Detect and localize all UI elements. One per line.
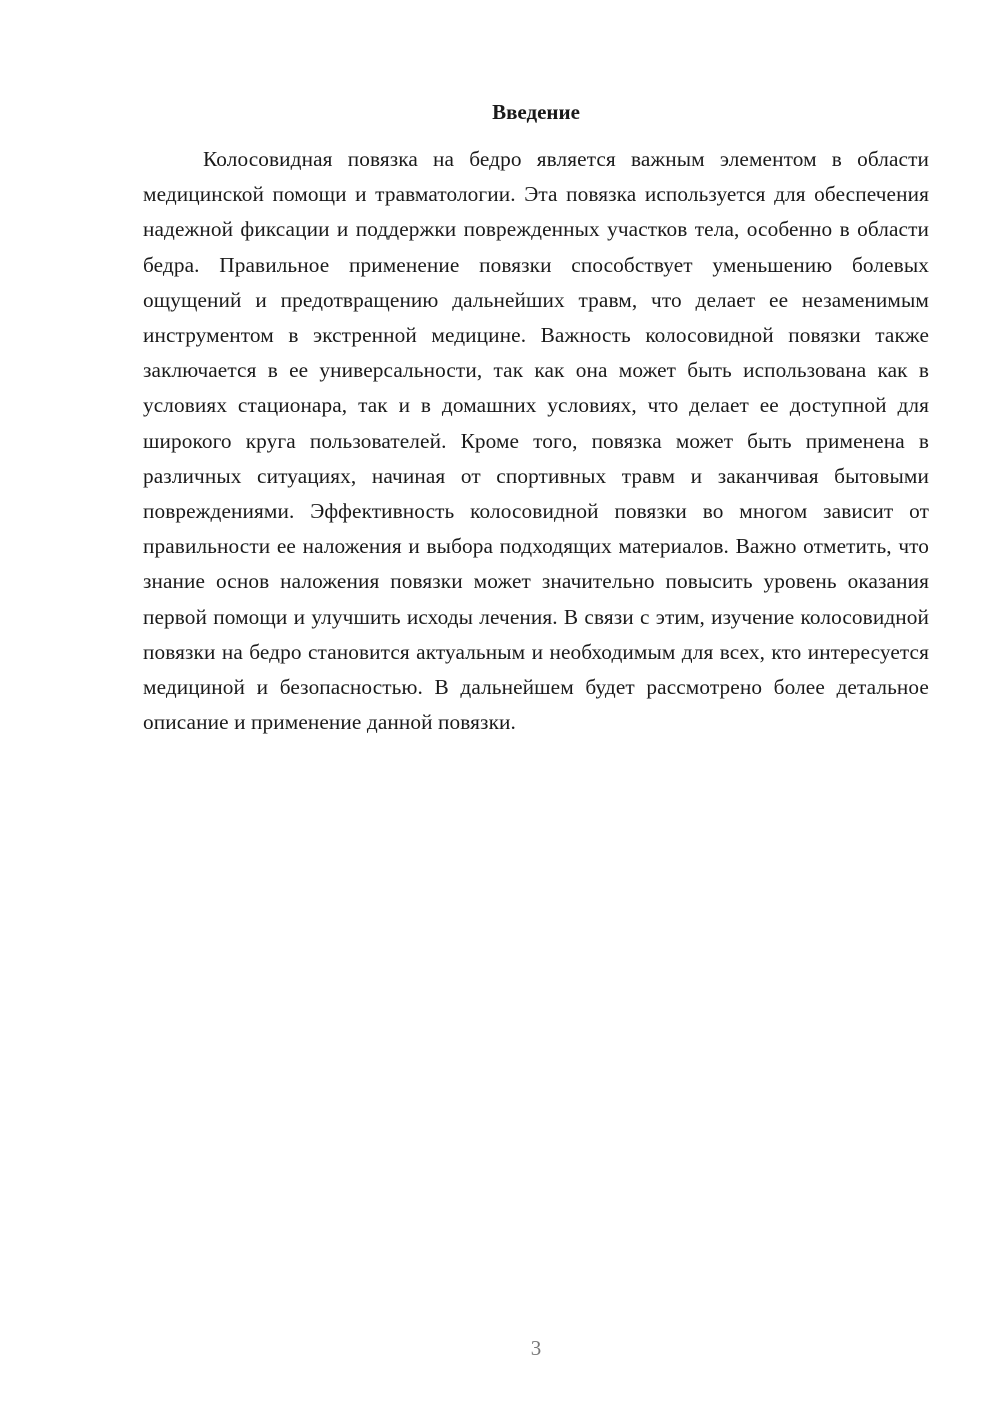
introduction-paragraph: Колосовидная повязка на бедро является важным элементом в области медицинской помощи и травматологии. Эта повязка используется для обеспечения надежной фиксации и поддержки поврежденных участков тела, особенно в области бедра. Правильное применение повязки способствует уменьшению болевых ощущений и предотвращению дальнейших травм, что делает ее незаменимым инструментом в экстренной медицине. Важность колосовидной повязки также заключается в ее универсальности, так как она может быть использована как в условиях стационара, так и в домашних условиях, что делает ее доступной для широкого круга пользователей. Кроме того, повязка может быть применена в различных ситуациях, начиная от спортивных травм и заканчивая бытовыми повреждениями. Эффективность колосовидной повязки во многом зависит от правильности ее наложения и выбора подходящих материалов. Важно отметить, что знание основ наложения повязки может значительно повысить уровень оказания первой помощи и улучшить исходы лечения. В связи с этим, изучение колосовидной повязки на бедро становится актуальным и необходимым для всех, кто интересуется медициной и безопасностью. В дальнейшем будет рассмотрено более детальное описание и применение данной повязки. — [143, 147, 929, 735]
section-heading: Введение — [492, 100, 580, 124]
page-number: 3 — [530, 1336, 542, 1360]
